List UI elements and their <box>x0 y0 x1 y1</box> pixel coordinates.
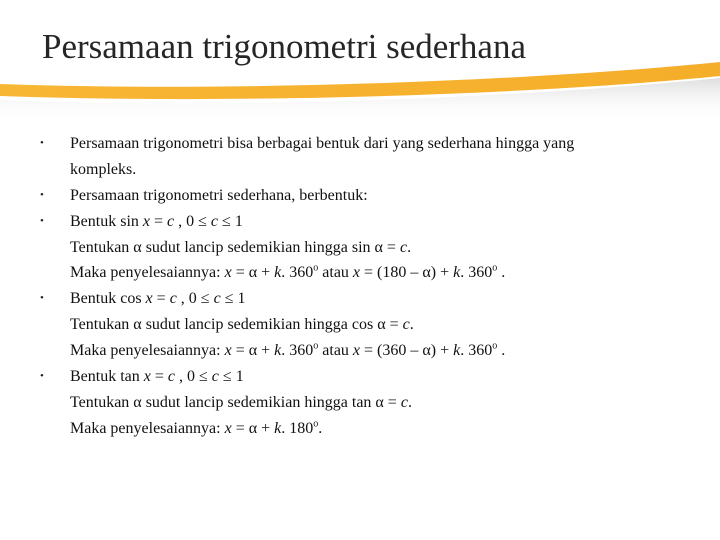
list-item-continuation <box>40 390 700 416</box>
degree-mark: o <box>492 263 498 275</box>
list-item-continuation <box>40 260 700 286</box>
text-segment: . <box>497 342 506 360</box>
degree-mark: o <box>492 340 498 352</box>
text-segment: ≤ 1 <box>218 368 244 386</box>
list-item <box>40 364 700 390</box>
text-segment: . 360 <box>281 342 314 360</box>
text-segment: kompleks. <box>70 160 137 178</box>
math-variable: k <box>274 342 282 360</box>
list-item-continuation <box>40 416 700 442</box>
math-variable: c <box>402 316 410 334</box>
text-segment: Persamaan trigonometri bisa berbagai bentuk dari yang sederhana hingga yang <box>70 135 575 152</box>
text-segment: = <box>150 368 168 386</box>
text-segment: . 360 <box>460 264 493 282</box>
math-variable: c <box>210 212 219 230</box>
text-segment: = <box>150 212 168 230</box>
text-segment: , 0 ≤ <box>174 212 211 230</box>
text-segment: . <box>318 419 323 437</box>
math-variable: x <box>224 264 232 282</box>
text-segment: . 360 <box>281 264 314 282</box>
list-item-continuation <box>40 312 700 338</box>
math-variable: c <box>167 368 176 386</box>
degree-mark: o <box>313 418 319 430</box>
list-item <box>40 286 700 312</box>
bullet-marker: • <box>40 137 44 149</box>
math-variable: x <box>224 419 232 437</box>
text-segment: = (180 – α) + <box>360 264 454 282</box>
text-segment: ≤ 1 <box>220 290 246 308</box>
math-variable: c <box>169 290 177 308</box>
math-variable: x <box>352 342 361 360</box>
bullet-list <box>40 131 700 442</box>
text-segment: . <box>409 316 414 334</box>
text-segment: Maka penyelesaiannya: <box>70 264 225 282</box>
list-item <box>40 131 700 157</box>
text-segment: Bentuk tan <box>70 368 144 386</box>
text-segment: = (360 – α) + <box>360 342 454 360</box>
math-variable: k <box>453 342 461 360</box>
text-segment: Persamaan trigonometri sederhana, berbentuk: <box>70 186 368 204</box>
text-segment: atau <box>318 342 353 360</box>
math-variable: x <box>145 290 153 308</box>
math-variable: k <box>274 419 282 437</box>
text-segment: Tentukan α sudut lancip sedemikian hingga tan α = <box>70 393 401 411</box>
text-segment: Maka penyelesaiannya: <box>70 342 225 360</box>
text-segment: Tentukan α sudut lancip sedemikian hingga sin α = <box>70 238 400 256</box>
math-variable: x <box>224 342 232 360</box>
bullet-marker: • <box>40 188 44 201</box>
text-segment: atau <box>318 264 353 282</box>
text-segment: Bentuk sin <box>70 212 143 230</box>
text-segment: = α + <box>231 419 275 437</box>
list-item-continuation <box>40 338 700 364</box>
text-segment: = α + <box>231 264 275 282</box>
degree-mark: o <box>313 263 319 275</box>
math-variable: x <box>142 212 150 230</box>
math-variable: k <box>274 264 282 282</box>
list-item <box>40 183 700 209</box>
text-segment: . <box>497 264 506 282</box>
slide-title: Persamaan trigonometri sederhana <box>42 27 526 66</box>
text-segment: Maka penyelesaiannya: <box>70 419 225 437</box>
math-variable: c <box>213 290 221 308</box>
text-segment: . <box>407 238 412 256</box>
math-variable: c <box>400 393 408 411</box>
text-segment: = α + <box>231 342 275 360</box>
bullet-marker: • <box>40 292 44 305</box>
bullet-marker: • <box>40 214 44 227</box>
bullet-marker: • <box>40 370 44 383</box>
text-segment: , 0 ≤ <box>175 368 212 386</box>
text-segment: , 0 ≤ <box>176 290 214 308</box>
text-segment: . 360 <box>460 342 493 360</box>
text-segment: . <box>407 393 412 411</box>
math-variable: x <box>143 368 151 386</box>
text-segment: Tentukan α sudut lancip sedemikian hingga cos α = <box>70 316 403 334</box>
list-item-continuation <box>40 157 700 183</box>
math-variable: c <box>167 212 175 230</box>
math-variable: c <box>211 368 219 386</box>
text-segment: Bentuk cos <box>70 290 146 308</box>
math-variable: c <box>399 238 408 256</box>
list-item <box>40 209 700 235</box>
math-variable: k <box>453 264 461 282</box>
math-variable: x <box>352 264 361 282</box>
text-segment: . 180 <box>281 419 314 437</box>
text-segment: = <box>152 290 170 308</box>
list-item-continuation <box>40 235 700 261</box>
degree-mark: o <box>313 340 319 352</box>
text-segment: ≤ 1 <box>218 212 243 230</box>
